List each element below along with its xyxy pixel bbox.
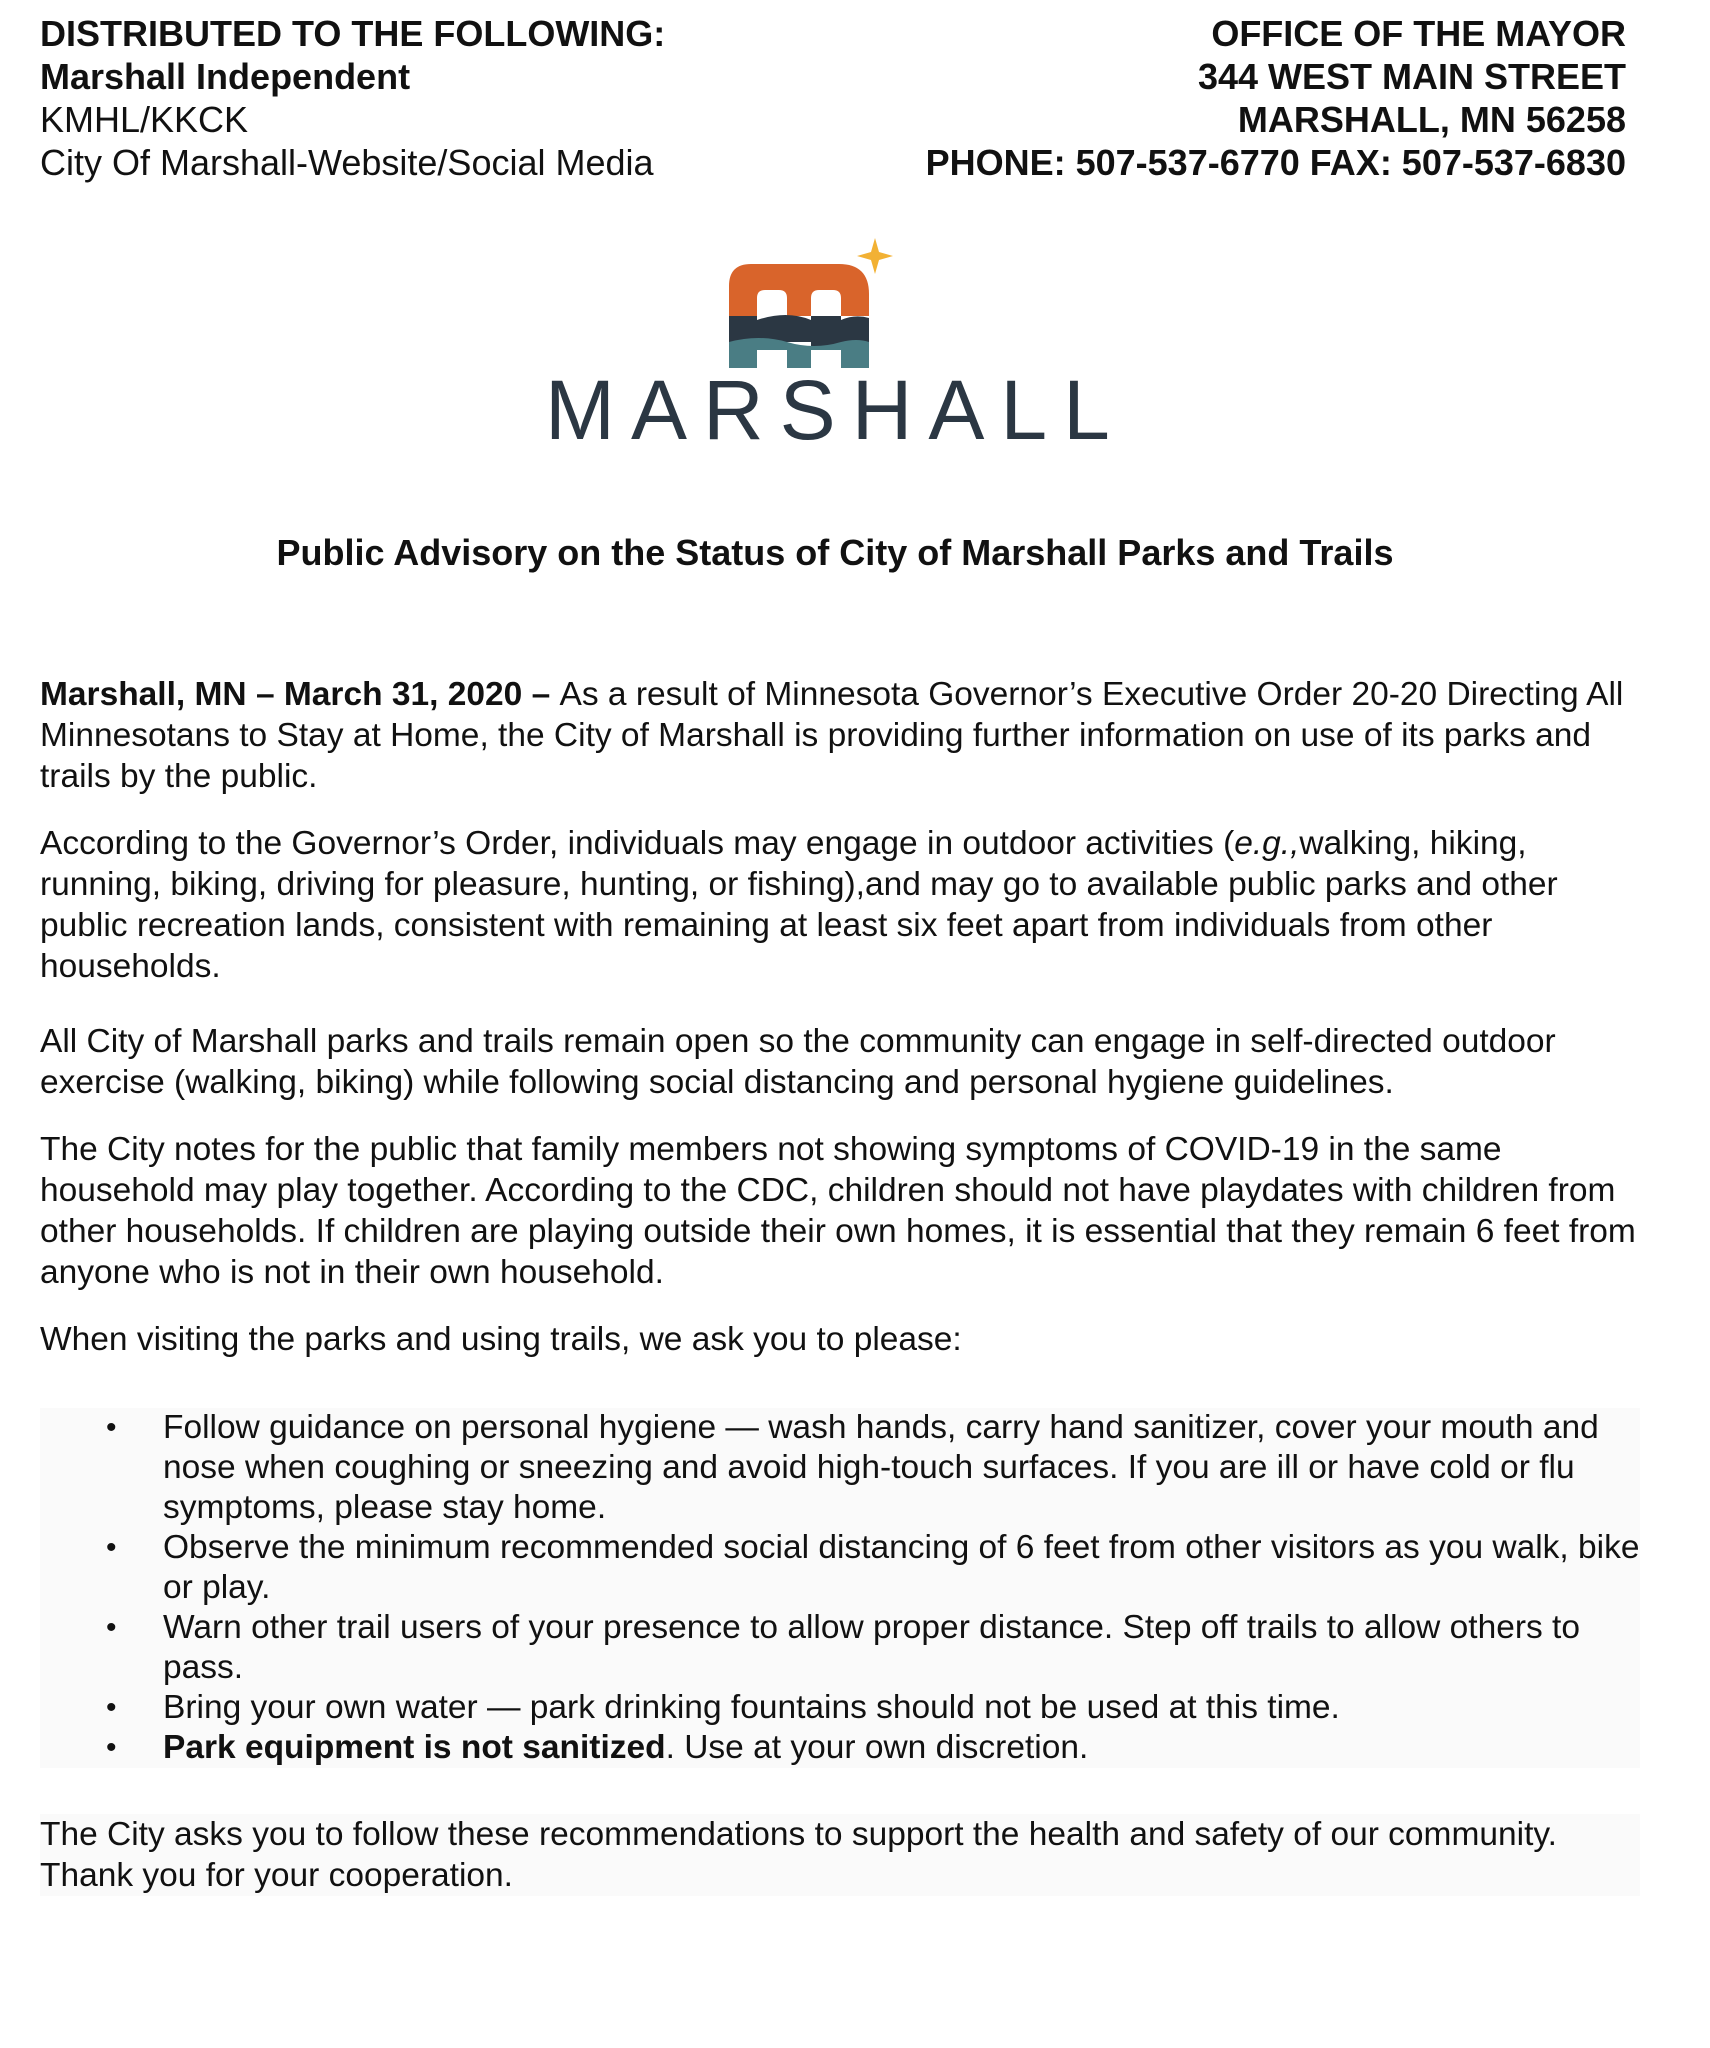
list-item [40,1728,1640,1768]
distribution-heading: DISTRIBUTED TO THE FOLLOWING: [40,13,666,54]
list-item-text: Observe the minimum recommended social distancing of 6 feet from other visitors as you walk, bike or play. [163,1529,1640,1606]
list-item-bold-text: Park equipment is not sanitized [163,1729,666,1766]
office-phone-fax: PHONE: 507-537-6770 FAX: 507-537-6830 [925,142,1626,183]
advisory-body [40,674,1640,1896]
bullet-icon: • [106,1531,117,1564]
office-city: MARSHALL, MN 56258 [1237,99,1626,140]
paragraph-governors-order [40,823,1640,987]
bullet-icon: • [106,1731,117,1764]
paragraph-parks-open: All City of Marshall parks and trails remain open so the community can engage in self-directed outdoor exercise (walking, biking) while following social distancing and personal hygiene guidelines. [40,1023,1556,1101]
p2-text-before: According to the Governor’s Order, individuals may engage in outdoor activities ( [40,825,1235,862]
guidelines-list [40,1408,1640,1768]
recipient-2: KMHL/KKCK [40,99,249,140]
paragraph-intro [40,674,1640,797]
p2-text-italic: e.g., [1234,825,1300,862]
bullet-icon: • [106,1411,117,1444]
list-item [40,1688,1640,1728]
closing-block [40,1814,1640,1896]
office-address-block [926,12,1626,184]
bullet-icon: • [106,1691,117,1724]
dateline-separator-1: – [246,676,284,713]
paragraph-family-members: The City notes for the public that family members not showing symptoms of COVID-19 in the same household may play together. According to the CDC, children should not have playdates with children from other households. If children are playing outside their own homes, it is essential that they remain 6 feet from anyone who is not in their own household. [40,1131,1636,1291]
page-title: Public Advisory on the Status of City of Marshall Parks and Trails [276,532,1394,573]
dateline-location: Marshall, MN [40,676,247,713]
dateline-separator-2: – [522,676,560,713]
paragraph-please: When visiting the parks and using trails, we ask you to please: [40,1321,962,1358]
p2-text-after: walking, hiking, running, biking, driving for pleasure, hunting, or fishing),and may go to available public parks and other public recreation lands, consistent with remaining at least six feet apart from individuals from other households. [40,825,1558,985]
logo-wordmark: MARSHALL [545,363,1126,457]
list-item [40,1608,1640,1688]
recipient-1: Marshall Independent [40,56,411,97]
bullet-icon: • [106,1611,117,1644]
intro-text: As a result of Minnesota Governor’s Executive Order 20-20 Directing All Minnesotans to Stay at Home, the City of Marshall is providing further information on use of its parks and trails by the public. [40,676,1624,795]
office-street: 344 WEST MAIN STREET [1197,56,1626,97]
list-item-text: . Use at your own discretion. [665,1729,1089,1766]
list-item [40,1408,1640,1528]
list-item-text: Warn other trail users of your presence to allow proper distance. Step off trails to allow others to pass. [163,1609,1580,1686]
list-item-text: Follow guidance on personal hygiene — wash hands, carry hand sanitizer, cover your mouth and nose when coughing or sneezing and avoid high-touch surfaces. If you are ill or have cold or flu symptoms, please stay home. [163,1409,1599,1526]
paragraph-closing: The City asks you to follow these recommendations to support the health and safety of our community. Thank you for your cooperation. [40,1816,1557,1894]
list-item [40,1528,1640,1608]
dateline-date: March 31, 2020 [283,676,523,713]
recipient-3: City Of Marshall-Website/Social Media [40,142,654,183]
distribution-block [40,12,665,184]
office-name: OFFICE OF THE MAYOR [1211,13,1626,54]
list-item-text: Bring your own water — park drinking fountains should not be used at this time. [163,1689,1340,1726]
